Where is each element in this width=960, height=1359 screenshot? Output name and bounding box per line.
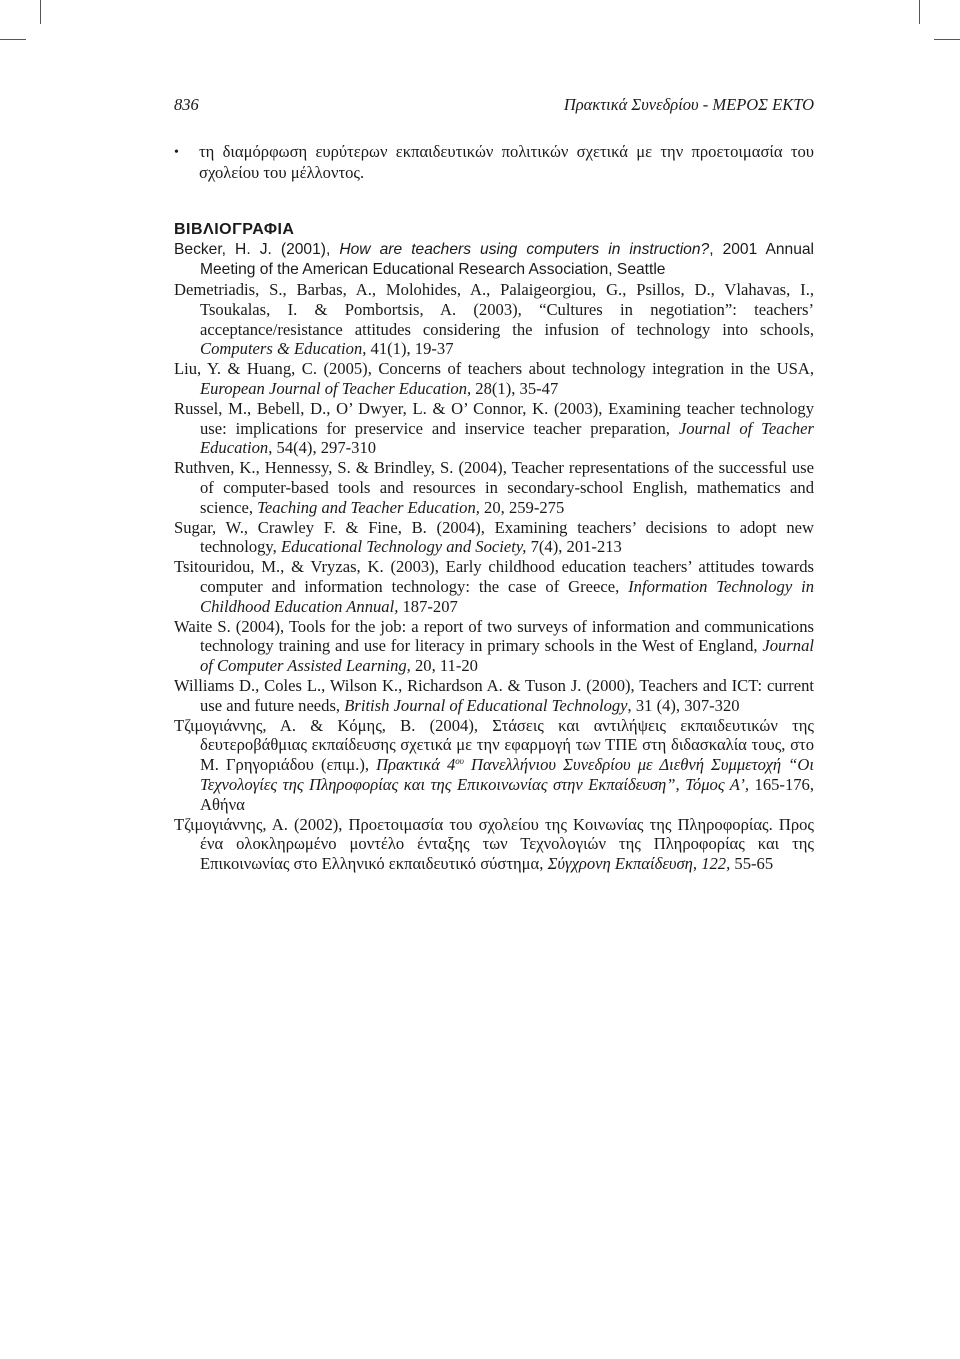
crop-mark-left-top	[0, 39, 26, 40]
page-header	[174, 95, 814, 115]
reference-entry	[174, 240, 814, 280]
reference-title: Σύγχρονη Εκπαίδευση, 122,	[547, 854, 731, 874]
reference-details: , 54(4), 297-310	[268, 438, 377, 458]
reference-details: 20, 11-20	[410, 656, 478, 676]
reference-title: Journal of Computer Assisted Learning,	[200, 636, 814, 676]
reference-details: 41(1), 19-37	[366, 339, 454, 359]
reference-title-continued: Πανελλήνιου Συνεδρίου με Διεθνή Συμμετοχή “Οι Τεχνολογίες της Πληροφορίας και της Επικοινωνίας στην Εκπαίδευση”, Τόμος Α’,	[200, 755, 815, 794]
reference-entry	[174, 557, 814, 616]
bibliography-heading: ΒΙΒΛΙΟΓΡΑΦΙΑ	[174, 220, 295, 238]
reference-title: Information Technology in Childhood Education Annual,	[200, 576, 814, 616]
reference-text: Demetriadis, S., Barbas, A., Molohides, A., Palaigeorgiou, G., Psillos, D., Vlahavas, I., Tsoukalas, I. & Pombortsis, A. (2003), “Cultures in negotiation”: teachers’ acceptance/resistance attitudes considering the infusion of technology into schools,	[174, 279, 814, 339]
reference-text: Τζιμογιάννης, Α. (2002), Προετοιμασία του σχολείου της Κοινωνίας της Πληροφορίας. Προς ένα ολοκληρωμένο μοντέλο ένταξης των Τεχνολογιών της Πληροφορίας και της Επικοινωνίας στο Ελληνικό εκπαιδευτικό σύστημα,	[174, 814, 814, 874]
crop-mark-right-top	[934, 39, 960, 40]
reference-entry	[174, 359, 814, 399]
bullet-item	[174, 142, 814, 183]
crop-mark-top-right	[919, 0, 920, 24]
reference-details: , 31 (4), 307-320	[627, 695, 740, 715]
reference-details: 165-176, Αθήνα	[200, 774, 814, 814]
reference-title: Teaching and Teacher Education,	[257, 497, 480, 517]
reference-text: Τζιμογιάννης, Α. & Κόμης, Β. (2004), Στάσεις και αντιλήψεις εκπαιδευτικών της δευτεροβάθμιας εκπαίδευσης σχετικά με την εφαρμογή των ΤΠΕ στη διδασκαλία τους, στο Μ. Γρηγοριάδου (επιμ.),	[174, 715, 814, 775]
reference-details: 55-65	[730, 854, 774, 874]
reference-entry	[174, 617, 814, 676]
reference-details: , 2001 Annual Meeting of the American Educational Research Association, Seattle	[200, 241, 815, 279]
reference-text: Liu, Y. & Huang, C. (2005), Concerns of teachers about technology integration in the USA,	[174, 359, 814, 379]
reference-title: European Journal of Teacher Education,	[200, 378, 472, 398]
reference-entry	[174, 716, 814, 815]
reference-title: Computers & Education,	[200, 339, 367, 359]
reference-text: Ruthven, K., Hennessy, S. & Brindley, S. (2004), Teacher representations of the successful use of computer-based tools and resources in secondary-school English, mathematics and science,	[174, 458, 814, 517]
reference-title: Πρακτικά 4	[376, 755, 456, 775]
reference-entry	[174, 280, 814, 359]
reference-details: 28(1), 35-47	[471, 378, 559, 398]
reference-entry	[174, 458, 814, 517]
reference-title: Journal of Teacher Education	[200, 418, 814, 458]
page-body	[174, 142, 814, 874]
reference-entry	[174, 676, 814, 716]
reference-title: Educational Technology and Society,	[280, 537, 527, 557]
reference-text: Russel, M., Bebell, D., O’ Dwyer, L. & O’ Connor, K. (2003), Examining teacher technology use: implications for preservice and inservice teacher preparation,	[174, 398, 814, 438]
reference-text: Williams D., Coles L., Wilson K., Richardson A. & Tuson J. (2000), Teachers and ICT: current use and future needs,	[174, 675, 814, 715]
running-title: Πρακτικά Συνεδρίου - ΜΕΡΟΣ ΕΚΤΟ	[563, 95, 814, 114]
superscript-ordinal: ου	[455, 756, 464, 767]
bullet-text: τη διαμόρφωση ευρύτερων εκπαιδευτικών πολιτικών σχετικά με την προετοιμασία του σχολείου του μέλλοντος.	[199, 142, 814, 182]
reference-title: How are teachers using computers in instruction?	[339, 241, 710, 259]
reference-text: Becker, H. J. (2001),	[174, 241, 340, 259]
page-number: 836	[174, 95, 199, 114]
reference-title: British Journal of Educational Technology	[344, 695, 628, 715]
crop-mark-top-left	[40, 0, 41, 24]
reference-text: Waite S. (2004), Tools for the job: a report of two surveys of information and communications technology training and use for literacy in primary schools in the West of England,	[174, 616, 814, 656]
reference-entry	[174, 399, 814, 458]
reference-entry	[174, 815, 814, 874]
reference-text: Sugar, W., Crawley F. & Fine, B. (2004), Examining teachers’ decisions to adopt new technology,	[174, 517, 814, 557]
reference-details: 7(4), 201-213	[526, 537, 622, 557]
reference-text: Tsitouridou, M., & Vryzas, K. (2003), Early childhood education teachers’ attitudes towards computer and information technology: the case of Greece,	[174, 557, 814, 596]
bullet-dot: •	[174, 145, 179, 160]
reference-details: 187-207	[398, 596, 458, 616]
reference-entry	[174, 518, 814, 558]
reference-details: 20, 259-275	[479, 497, 565, 517]
